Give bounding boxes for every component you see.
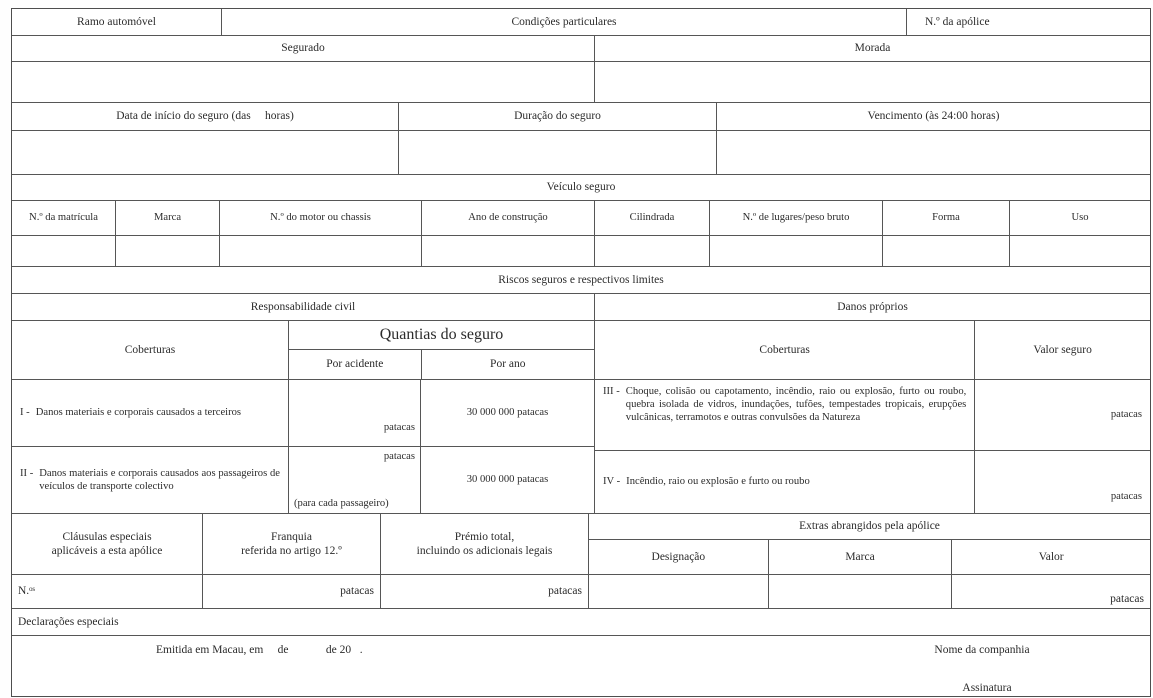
col-cilindrada-label: Cilindrada (629, 212, 675, 224)
rc-row-1-text: Danos materiais e corporais causados a terceiros (35, 407, 242, 419)
franquia-header-cell (202, 514, 380, 574)
vencimento-value-cell (716, 131, 1150, 174)
extras-designacao-value-cell (589, 575, 768, 608)
col-ano-construcao-label: Ano de construção (468, 212, 548, 224)
dp-coberturas-label: Coberturas (759, 343, 810, 356)
rc-row-2 (12, 446, 594, 513)
dp-row-2-cobertura-cell (595, 451, 974, 513)
dp-row-2-text: Incêndio, raio ou explosão e furto ou roubo (626, 476, 810, 488)
data-inicio-header-cell (12, 103, 398, 130)
danos-proprios-title: Danos próprios (837, 300, 908, 313)
responsabilidade-civil-title: Responsabilidade civil (250, 300, 356, 313)
valor-seguro-header-cell (974, 321, 1150, 379)
bottom-left-values (12, 574, 588, 608)
marca-value-cell (115, 236, 219, 266)
rc-row-2-text: Danos materiais e corporais causados aos passageiros de veículos de transporte colectivo (39, 467, 280, 492)
segurado-morada-value-row (12, 61, 1150, 102)
condicoes-particulares-label: Condições particulares (511, 15, 617, 28)
valor-seguro-label: Valor seguro (1033, 343, 1092, 356)
segurado-value-cell (12, 62, 594, 102)
coberturas-block (12, 320, 1150, 513)
clausulas-label-line1: Cláusulas especiais (62, 530, 152, 543)
por-acidente-label: Por acidente (326, 358, 384, 371)
quantias-seguro-cell (289, 321, 594, 350)
vencimento-label: Vencimento (às 24:00 horas) (867, 110, 1000, 123)
vencimento-header-cell (716, 103, 1150, 130)
por-ano-header-cell (421, 350, 594, 379)
col-lugares-peso-label: N.º de lugares/peso bruto (742, 212, 850, 224)
assinatura-label: Assinatura (962, 682, 1012, 694)
veiculo-value-row (12, 235, 1150, 266)
veiculo-header-row (12, 200, 1150, 235)
extras-value-row (589, 574, 1150, 608)
veiculo-seguro-banner-row (12, 174, 1150, 200)
premio-value-cell (380, 575, 588, 608)
clausulas-header-cell (12, 514, 202, 574)
numero-apolice-cell (906, 9, 1150, 35)
extras-header-row (589, 539, 1150, 574)
premio-header-cell (380, 514, 588, 574)
veiculo-seguro-title-cell (12, 175, 1150, 200)
datas-header-row (12, 102, 1150, 130)
dp-row-2 (595, 450, 1150, 513)
col-motor-chassis (219, 201, 421, 235)
col-uso (1009, 201, 1150, 235)
premio-label-line1: Prémio total, (454, 530, 515, 543)
responsabilidade-civil-title-cell (12, 294, 594, 320)
condicoes-particulares-cell (221, 9, 906, 35)
franquia-value-unit: patacas (340, 585, 374, 598)
segurado-morada-header-row (12, 35, 1150, 61)
riscos-title: Riscos seguros e respectivos limites (498, 273, 664, 286)
duracao-header-cell (398, 103, 716, 130)
por-acidente-header-cell (289, 350, 421, 379)
extras-valor-value-cell (951, 575, 1150, 608)
dp-row-1-numeral: III - (603, 386, 620, 397)
dp-coberturas-header-cell (595, 321, 974, 379)
dp-row-1-cobertura-cell (595, 380, 974, 450)
rc-row-2-cobertura-cell (12, 447, 288, 513)
dp-row-1-text: Choque, colisão ou capotamento, incêndio, raio ou explosão, furto ou roubo, quebra isolada de vidros, inundações, tufões, tempestades tropicais, erupções vulcânicas, terramotos e outras convulsões da Natureza (625, 386, 967, 424)
col-motor-chassis-label: N.º do motor ou chassis (270, 212, 371, 224)
segurado-header-cell (12, 36, 594, 61)
rc-row-1-por-ano-cell (420, 380, 594, 446)
motor-chassis-value-cell (219, 236, 421, 266)
quantias-subheaders (289, 350, 594, 379)
ramo-automovel-cell (12, 9, 221, 35)
col-marca-label: Marca (153, 212, 182, 224)
forma-value-cell (882, 236, 1009, 266)
franquia-label-line2: referida no artigo 12.º (241, 545, 342, 557)
col-matricula-label: N.º da matrícula (29, 212, 98, 224)
title-row (12, 9, 1150, 35)
duracao-value-cell (398, 131, 716, 174)
footer-row (12, 635, 1150, 696)
morada-value-cell (594, 62, 1150, 102)
morada-header-cell (594, 36, 1150, 61)
rc-header-sub-row (12, 321, 594, 379)
rc-coberturas-header-cell (12, 321, 288, 379)
col-lugares-peso (709, 201, 882, 235)
franquia-value-cell (202, 575, 380, 608)
datas-value-row (12, 130, 1150, 174)
extras-marca-value-cell (768, 575, 952, 608)
quantias-seguro-label: Quantias do seguro (379, 326, 504, 343)
extras-title-row (589, 514, 1150, 539)
uso-value-cell (1009, 236, 1150, 266)
extras-col-marca-label: Marca (845, 550, 875, 563)
col-uso-label: Uso (1071, 212, 1089, 224)
rc-coberturas-label: Coberturas (124, 343, 176, 356)
lugares-peso-value-cell (709, 236, 882, 266)
duracao-label: Duração do seguro (514, 110, 601, 123)
emitida-em-macau-line: Emitida em Macau, em de de 20 . (156, 644, 363, 656)
extras-col-designacao (589, 540, 768, 574)
rc-row-1-ano-value: 30 000 000 patacas (466, 407, 549, 419)
dp-row-2-valor-cell (974, 451, 1150, 513)
morada-label: Morada (854, 42, 891, 55)
rc-row-2-por-acidente-cell (288, 447, 420, 513)
col-matricula (12, 201, 115, 235)
auto-insurance-policy-form (11, 8, 1151, 697)
extras-title: Extras abrangidos pela apólice (799, 520, 940, 533)
dp-header-sub-row (595, 321, 1150, 379)
col-marca (115, 201, 219, 235)
extras-section (588, 514, 1150, 608)
rc-row-2-numeral: II - (20, 467, 34, 479)
data-inicio-label: Data de início do seguro (das horas) (116, 110, 294, 123)
franquia-label-line1: Franquia (271, 530, 312, 543)
por-ano-label: Por ano (490, 358, 526, 371)
numero-apolice-label: N.º da apólice (925, 15, 990, 28)
col-ano-construcao (421, 201, 594, 235)
clausulas-value-prefix: N.ᵒˢ (18, 585, 35, 598)
data-inicio-value-cell (12, 131, 398, 174)
veiculo-seguro-title: Veículo seguro (546, 181, 616, 194)
extras-col-marca (768, 540, 952, 574)
dp-half (594, 321, 1150, 513)
clausulas-label-line2: aplicáveis a esta apólice (51, 545, 163, 557)
premio-label-line2: incluindo os adicionais legais (416, 545, 553, 557)
declaracoes-label: Declarações especiais (18, 615, 119, 628)
extras-col-valor (951, 540, 1150, 574)
premio-value-unit: patacas (548, 585, 582, 598)
ano-construcao-value-cell (421, 236, 594, 266)
rc-row-1-cobertura-cell (12, 380, 288, 446)
bottom-left-headers (12, 514, 588, 574)
rc-row-2-acidente-note: (para cada passageiro) (294, 497, 389, 509)
extras-valor-unit: patacas (1110, 592, 1144, 605)
rc-row-2-por-ano-cell (420, 447, 594, 513)
rc-row-1 (12, 379, 594, 446)
riscos-title-cell (12, 267, 1150, 293)
dp-row-2-numeral: IV - (603, 476, 621, 488)
bottom-band (12, 513, 1150, 608)
matricula-value-cell (12, 236, 115, 266)
danos-proprios-title-cell (594, 294, 1150, 320)
rc-row-1-numeral: I - (20, 407, 30, 419)
bottom-left-half (12, 514, 588, 608)
dp-row-1 (595, 379, 1150, 450)
declaracoes-row (12, 608, 1150, 635)
riscos-banner-row (12, 266, 1150, 293)
rc-row-1-por-acidente-cell (288, 380, 420, 446)
dp-row-1-valor-unit: patacas (1110, 409, 1142, 421)
extras-col-valor-label: Valor (1038, 550, 1064, 563)
cilindrada-value-cell (594, 236, 709, 266)
rc-row-1-acidente-unit: patacas (383, 421, 415, 433)
rc-half (12, 321, 594, 513)
col-forma-label: Forma (932, 212, 960, 224)
rc-row-2-acidente-unit: patacas (383, 451, 415, 462)
footer-cell (12, 636, 1150, 696)
clausulas-value-cell (12, 575, 202, 608)
declaracoes-cell (12, 609, 1150, 635)
quantias-header-group (288, 321, 594, 379)
col-forma (882, 201, 1009, 235)
ramo-automovel-label: Ramo automóvel (77, 15, 156, 28)
rc-dp-title-row (12, 293, 1150, 320)
dp-row-2-valor-unit: patacas (1110, 490, 1142, 502)
nome-companhia-label: Nome da companhia (934, 644, 1030, 656)
extras-title-cell (589, 514, 1150, 539)
col-cilindrada (594, 201, 709, 235)
dp-row-1-valor-cell (974, 380, 1150, 450)
segurado-label: Segurado (281, 42, 325, 55)
extras-col-designacao-label: Designação (651, 550, 706, 563)
rc-row-2-ano-value: 30 000 000 patacas (466, 474, 549, 486)
